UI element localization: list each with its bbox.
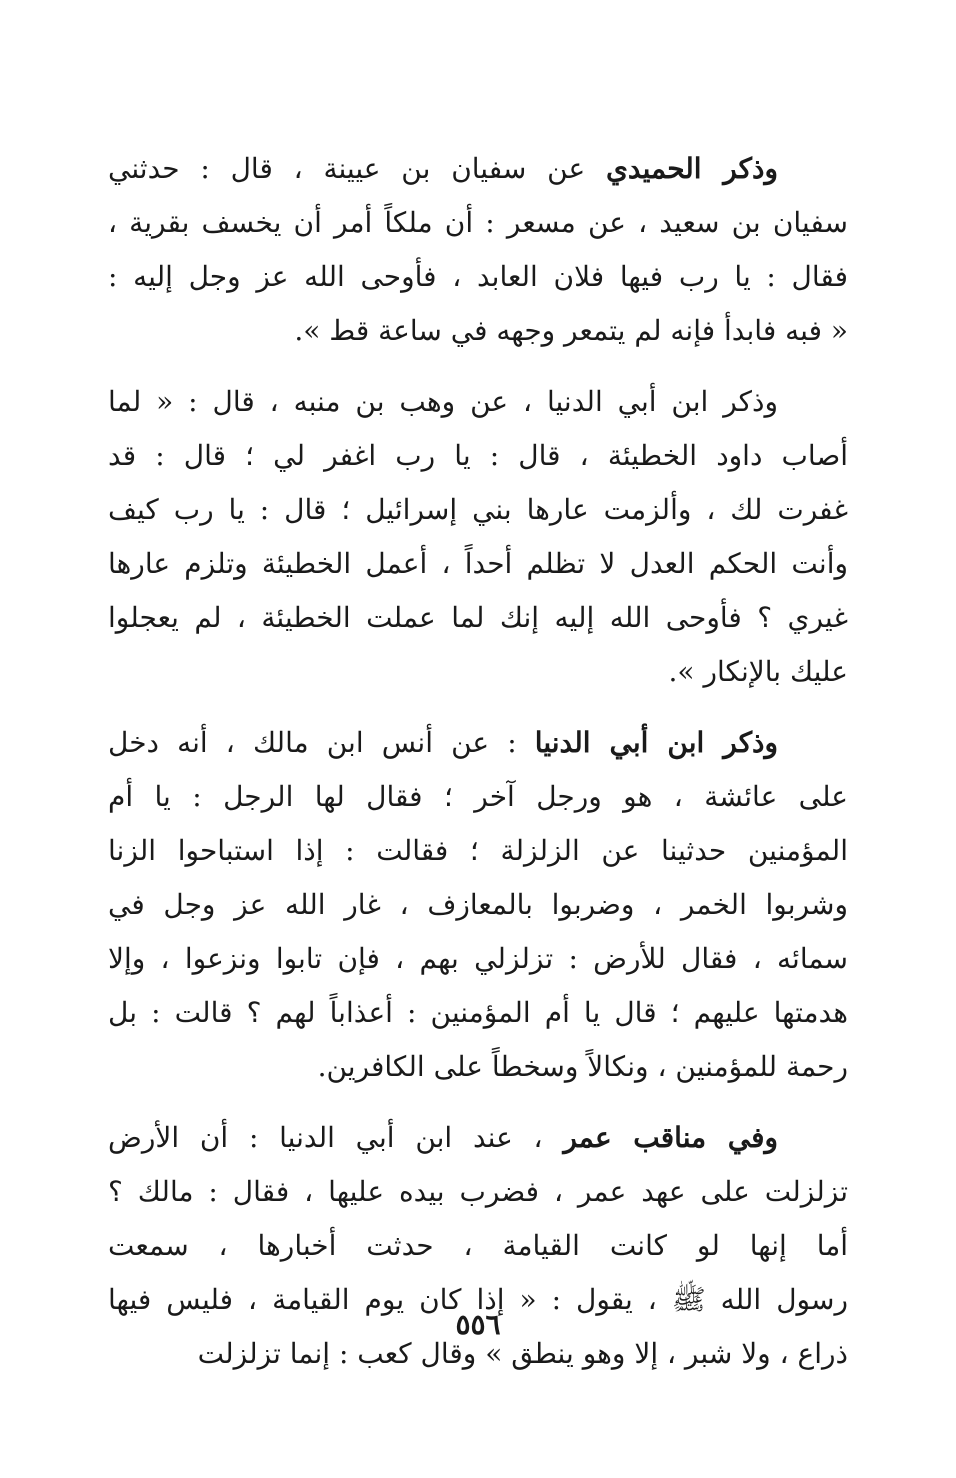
paragraph [108,142,848,358]
text-line [108,716,848,770]
text-line [108,824,848,878]
text-line [108,1111,848,1165]
line-text: فقال : يا رب فيها فلان العابد ، فأوحى الله عز وجل إليه : [108,260,848,293]
text-line [108,429,848,483]
text-line [108,878,848,932]
line-text: أما إنها لو كانت القيامة ، حدثت أخبارها ، سمعت [108,1229,848,1262]
line-text: رسول الله ﷺ ، يقول : « إذا كان يوم القيامة ، فليس فيها [108,1283,848,1316]
line-text: على عائشة ، هو ورجل آخر ؛ فقال لها الرجل : يا أم [108,780,848,813]
text-line [108,250,848,304]
line-text: غفرت لك ، وألزمت عارها بني إسرائيل ؛ قال : يا رب كيف [108,493,848,526]
text-line [108,645,848,699]
text-line [108,1040,848,1094]
bold-source: وفي مناقب عمر [563,1121,778,1154]
text-line [108,1219,848,1273]
line-text: وأنت الحكم العدل لا تظلم أحداً ، أعمل الخطيئة وتلزم عارها [108,547,848,580]
line-text: عن سفيان بن عيينة ، قال : حدثني [108,152,606,185]
line-text: سفيان بن سعيد ، عن مسعر : أن ملكاً أمر أن يخسف بقرية ، [108,206,848,239]
line-text: : عن أنس ابن مالك ، أنه دخل [108,726,535,759]
line-text: سمائه ، فقال للأرض : تزلزلي بهم ، فإن تابوا ونزعوا ، وإلا [108,942,848,975]
line-text: « فبه فابدأ فإنه لم يتمعر وجهه في ساعة قط ». [294,314,848,347]
text-line [108,1165,848,1219]
text-line [108,537,848,591]
line-text: هدمتها عليهم ؛ قال يا أم المؤمنين : أعذاباً لهم ؟ قالت : بل [108,996,848,1029]
bold-source: وذكر الحميدي [605,152,778,185]
line-text: رحمة للمؤمنين ، ونكالاً وسخطاً على الكافرين. [317,1050,848,1083]
text-line [108,986,848,1040]
text-line [108,375,848,429]
text-line [108,591,848,645]
page-number: ٥٥٦ [455,1308,501,1341]
line-text: أصاب داود الخطيئة ، قال : يا رب اغفر لي ؛ قال : قد [108,439,848,472]
line-text: عليك بالإنكار ». [668,655,848,688]
text-line [108,304,848,358]
line-text: ، عند ابن أبي الدنيا : أن الأرض [108,1121,564,1154]
line-text: غيري ؟ فأوحى الله إليه إنك لما عملت الخطيئة ، لم يعجلوا [108,601,848,634]
text-line [108,196,848,250]
line-text: وشربوا الخمر ، وضربوا بالمعازف ، غار الله عز وجل في [108,888,848,921]
line-text: وذكر ابن أبي الدنيا ، عن وهب بن منبه ، قال : « لما [108,385,778,418]
line-text: تزلزلت على عهد عمر ، فضرب بيده عليها ، فقال : مالك ؟ [108,1175,848,1208]
paragraph [108,716,848,1094]
text-line [108,770,848,824]
text-line [108,142,848,196]
text-line [108,932,848,986]
paragraph [108,375,848,699]
line-text: المؤمنين حدثينا عن الزلزلة ؛ فقالت : إذا استباحوا الزنا [108,834,848,867]
line-text: ذراع ، ولا شبر ، إلا وهو ينطق » وقال كعب : إنما تزلزلت [197,1337,848,1370]
page-body [108,142,848,1398]
text-line [108,483,848,537]
bold-source: وذكر ابن أبي الدنيا [534,726,779,759]
